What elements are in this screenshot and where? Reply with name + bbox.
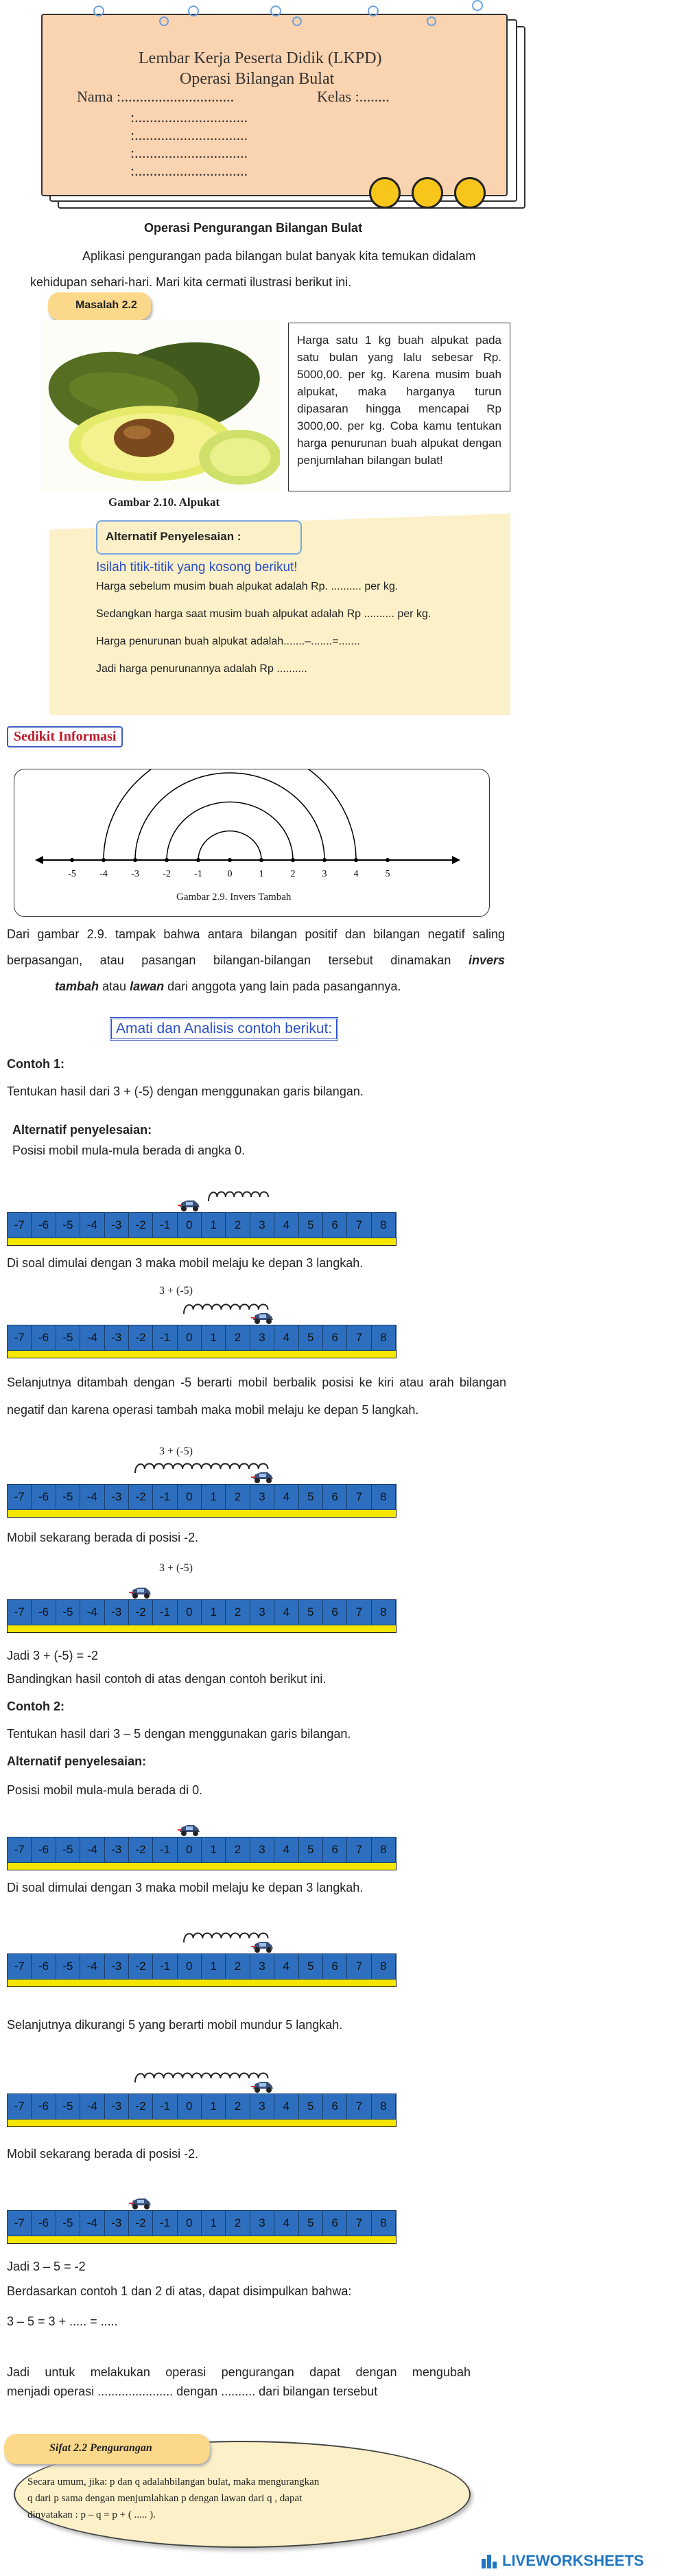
tick-label: 2 (290, 869, 296, 879)
ring-icon (368, 5, 379, 16)
number-cell: -2 (129, 1600, 153, 1625)
masalah-badge (48, 292, 151, 320)
number-cell: 0 (178, 1213, 202, 1238)
number-cell: 0 (178, 2211, 202, 2236)
contoh1-step2: Di soal dimulai dengan 3 maka mobil melaju ke depan 3 langkah. (7, 1256, 364, 1270)
number-cell: 5 (299, 2211, 323, 2236)
number-cell: 2 (226, 1325, 250, 1350)
loop-arrow-icon (134, 1461, 270, 1476)
number-cell: 2 (226, 1213, 250, 1238)
number-cell: -3 (105, 1837, 129, 1862)
number-cell: 2 (226, 2211, 250, 2236)
number-cell: 3 (250, 1325, 274, 1350)
amati-title-box (110, 1017, 338, 1041)
sedikit-informasi-badge (7, 726, 123, 747)
tick-dot (291, 858, 295, 862)
car-icon (129, 1584, 152, 1599)
avocado-image (41, 320, 280, 491)
kelas-field: Kelas :........ (317, 88, 390, 105)
ring-icon (159, 16, 169, 26)
section-title: Operasi Pengurangan Bilangan Bulat (144, 221, 363, 235)
number-cell: -6 (32, 2211, 56, 2236)
number-cell: 1 (202, 1485, 226, 1509)
number-cell: -6 (32, 1954, 56, 1979)
number-cell: -1 (153, 1954, 177, 1979)
number-cell: -1 (153, 1485, 177, 1509)
tick-label: 3 (322, 869, 327, 879)
ring-icon (93, 5, 104, 16)
number-cell: -5 (56, 1954, 80, 1979)
tick-label: -1 (194, 869, 202, 879)
number-cell: 5 (299, 1837, 323, 1862)
info-invers: invers (468, 953, 505, 967)
sifat-text-1: Secara umum, jika: p dan q adalahbilangan bulat, maka mengurangkan (27, 2476, 320, 2487)
number-strip (7, 1599, 397, 1632)
number-strip (7, 1953, 397, 1986)
inverse-arc (135, 773, 324, 860)
number-strip (7, 1837, 397, 1870)
tick-label: 1 (259, 869, 264, 879)
number-cell: -6 (32, 2094, 56, 2119)
header-line-2: :.............................. (130, 126, 248, 143)
number-cell: -2 (129, 1325, 153, 1350)
car-icon (178, 1197, 201, 1212)
ring-icon (270, 5, 281, 16)
conclusion-intro: Berdasarkan contoh 1 dan 2 di atas, dapat disimpulkan bahwa: (7, 2284, 352, 2298)
number-cell: -3 (105, 2094, 129, 2119)
tick-dot (70, 858, 74, 862)
info-lawan: lawan (130, 979, 165, 993)
number-cell: 7 (347, 1600, 371, 1625)
number-cell: 8 (372, 2211, 396, 2236)
number-cell: 0 (178, 1954, 202, 1979)
contoh1-step4: Mobil sekarang berada di posisi -2. (7, 1531, 199, 1544)
number-cell: 2 (226, 1485, 250, 1509)
number-cell: -5 (56, 2094, 80, 2119)
number-cell: 3 (250, 1954, 274, 1979)
problem-box (288, 323, 510, 491)
number-cell: 6 (323, 1954, 347, 1979)
number-cell: 6 (323, 1837, 347, 1862)
number-cell: -5 (56, 1213, 80, 1238)
sedikit-informasi-label: Sedikit Informasi (14, 729, 117, 744)
contoh1-expr-3: 3 + (-5) (159, 1562, 193, 1574)
number-cell: 0 (178, 1485, 202, 1509)
number-cell: -4 (80, 1837, 104, 1862)
number-cell: 3 (250, 1213, 274, 1238)
binder-ring-icon (412, 177, 443, 209)
number-cell: -1 (153, 1213, 177, 1238)
strip-cells (7, 1212, 397, 1238)
fill-line-2[interactable]: Sedangkan harga saat musim buah alpukat adalah Rp .......... per kg. (96, 608, 431, 620)
number-cell: -7 (8, 1213, 32, 1238)
number-cell: 1 (202, 1600, 226, 1625)
number-cell: 6 (323, 2211, 347, 2236)
number-cell: -4 (80, 2211, 104, 2236)
tick-dot (196, 858, 200, 862)
nama-field: Nama :.............................. (77, 88, 235, 105)
number-cell: 2 (226, 1600, 250, 1625)
number-cell: 5 (299, 1325, 323, 1350)
alternatif-label: Alternatif Penyelesaian : (106, 530, 241, 543)
number-cell: 0 (178, 1600, 202, 1625)
strip-cells (7, 2210, 397, 2236)
tick-label: -3 (131, 869, 139, 879)
number-cell: -1 (153, 2094, 177, 2119)
figure-caption: Gambar 2.10. Alpukat (108, 496, 220, 509)
binder-ring-icon (454, 177, 486, 209)
info-text-4: dari anggota yang lain pada pasangannya. (164, 979, 401, 993)
number-cell: 6 (323, 1600, 347, 1625)
number-cell: 2 (226, 1837, 250, 1862)
number-cell: 7 (347, 2211, 371, 2236)
number-cell: -2 (129, 1213, 153, 1238)
number-cell: 8 (372, 1837, 396, 1862)
watermark-text: LIVEWORKSHEETS (502, 2552, 644, 2569)
fill-instruction: Isilah titik-titik yang kosong berikut! (96, 560, 298, 575)
info-text-3: atau (99, 979, 130, 993)
number-cell: 4 (274, 1213, 298, 1238)
ring-icon (427, 16, 436, 26)
contoh1-expr-2: 3 + (-5) (159, 1446, 193, 1457)
number-cell: -4 (80, 1600, 104, 1625)
fill-line-3[interactable]: Harga penurunan buah alpukat adalah.......–.......=....... (96, 636, 360, 647)
contoh2-step3: Selanjutnya dikurangi 5 yang berarti mobil mundur 5 langkah. (7, 2018, 343, 2032)
number-cell: 0 (178, 1325, 202, 1350)
contoh2-step2: Di soal dimulai dengan 3 maka mobil melaju ke depan 3 langkah. (7, 1881, 364, 1894)
number-cell: -1 (153, 1325, 177, 1350)
contoh1-alt-label: Alternatif penyelesaian: (12, 1123, 152, 1137)
number-cell: -2 (129, 2094, 153, 2119)
number-cell: -7 (8, 1325, 32, 1350)
contoh1-compare: Bandingkan hasil contoh di atas dengan contoh berikut ini. (7, 1672, 327, 1686)
number-cell: -2 (129, 2211, 153, 2236)
ring-icon (188, 5, 199, 16)
number-cell: -5 (56, 1837, 80, 1862)
number-cell: 6 (323, 1485, 347, 1509)
tick-dot (133, 858, 137, 862)
inverse-arc (198, 831, 261, 860)
strip-cells (7, 1953, 397, 1980)
header-card (41, 14, 508, 196)
amati-title: Amati dan Analisis contoh berikut: (116, 1021, 333, 1036)
number-strip (7, 1484, 397, 1517)
number-cell: 5 (299, 1600, 323, 1625)
tick-dot (102, 858, 106, 862)
number-cell: 1 (202, 1325, 226, 1350)
number-cell: -3 (105, 1213, 129, 1238)
number-strip (7, 2210, 397, 2243)
number-strip (7, 2093, 397, 2126)
conclusion-sentence-1: Jadi untuk melakukan operasi pengurangan dapat dengan mengubah (7, 2365, 471, 2379)
number-cell: 1 (202, 2211, 226, 2236)
inverse-figure-caption: Gambar 2.9. Invers Tambah (176, 892, 292, 903)
contoh2-step1: Posisi mobil mula-mula berada di 0. (7, 1783, 203, 1797)
tick-label: -5 (68, 869, 76, 879)
number-strip (7, 1325, 397, 1358)
number-cell: -1 (153, 1837, 177, 1862)
number-cell: 3 (250, 2094, 274, 2119)
car-icon (251, 2078, 274, 2093)
number-cell: 4 (274, 1325, 298, 1350)
car-icon (129, 2195, 152, 2210)
number-cell: 5 (299, 1213, 323, 1238)
tick-dot (165, 858, 169, 862)
contoh2-result: Jadi 3 – 5 = -2 (7, 2260, 86, 2273)
number-cell: -3 (105, 1325, 129, 1350)
number-cell: 1 (202, 1213, 226, 1238)
number-cell: 8 (372, 1485, 396, 1509)
tick-dot (322, 858, 327, 862)
number-cell: -6 (32, 1325, 56, 1350)
number-cell: 6 (323, 1213, 347, 1238)
number-cell: -5 (56, 1600, 80, 1625)
number-cell: -7 (8, 1485, 32, 1509)
contoh1-expr-1: 3 + (-5) (159, 1285, 193, 1297)
contoh2-alt-label: Alternatif penyelesaian: (7, 1754, 147, 1768)
fill-line-1[interactable]: Harga sebelum musim buah alpukat adalah Rp. .......... per kg. (96, 581, 399, 592)
number-cell: 8 (372, 1325, 396, 1350)
binder-ring-icon (369, 177, 401, 209)
tick-dot (354, 858, 358, 862)
alternatif-badge (96, 520, 302, 555)
ring-icon (472, 0, 483, 11)
sifat-badge (4, 2434, 210, 2464)
header-line-3: :.............................. (130, 144, 248, 161)
number-cell: 0 (178, 2094, 202, 2119)
number-cell: -3 (105, 1600, 129, 1625)
number-cell: 5 (299, 2094, 323, 2119)
number-cell: 7 (347, 2094, 371, 2119)
number-cell: 4 (274, 2094, 298, 2119)
number-cell: 8 (372, 1213, 396, 1238)
number-cell: -2 (129, 1485, 153, 1509)
number-cell: 1 (202, 1954, 226, 1979)
problem-text: Harga satu 1 kg buah alpukat pada satu bulan yang lalu sebesar Rp. 5000,00. per kg. Karena musim buah alpukat, maka harganya turun dipasaran hingga mencapai Rp 3000,00. per kg. Coba kamu tentukan harga penurunan buah alpukat dengan penjumlahan bilangan bulat! (297, 334, 501, 467)
number-cell: 1 (202, 1837, 226, 1862)
number-cell: -7 (8, 1837, 32, 1862)
car-icon (251, 1938, 274, 1953)
inverse-arc (104, 769, 356, 860)
contoh2-label: Contoh 2: (7, 1699, 64, 1713)
strip-cells (7, 1599, 397, 1625)
conclusion-sentence-2[interactable]: menjadi operasi ...................... dengan .......... dari bilangan tersebut (7, 2384, 378, 2398)
number-cell: -4 (80, 1213, 104, 1238)
contoh1-question: Tentukan hasil dari 3 + (-5) dengan menggunakan garis bilangan. (7, 1084, 364, 1098)
number-cell: 4 (274, 1837, 298, 1862)
sifat-label: Sifat 2.2 Pengurangan (49, 2442, 152, 2454)
number-cell: 2 (226, 2094, 250, 2119)
strip-cells (7, 1837, 397, 1863)
strip-cells (7, 2093, 397, 2120)
header-line-1: :.............................. (130, 108, 248, 126)
number-cell: 8 (372, 1600, 396, 1625)
tick-dot (386, 858, 390, 862)
number-cell: 6 (323, 1325, 347, 1350)
number-cell: -7 (8, 1954, 32, 1979)
contoh1-label: Contoh 1: (7, 1057, 64, 1071)
fill-line-4[interactable]: Jadi harga penurunannya adalah Rp .......... (96, 663, 307, 675)
number-cell: -7 (8, 2211, 32, 2236)
number-cell: -2 (129, 1954, 153, 1979)
number-cell: -5 (56, 2211, 80, 2236)
number-cell: -7 (8, 1600, 32, 1625)
tick-label: 0 (227, 869, 233, 879)
tick-label: 4 (353, 869, 359, 879)
header-title-2: Operasi Bilangan Bulat (180, 70, 335, 88)
contoh1-result: Jadi 3 + (-5) = -2 (7, 1649, 99, 1662)
number-cell: 5 (299, 1485, 323, 1509)
number-cell: 0 (178, 1837, 202, 1862)
tick-label: -4 (99, 869, 108, 879)
strip-cells (7, 1484, 397, 1510)
number-cell: -5 (56, 1325, 80, 1350)
number-cell: 7 (347, 1485, 371, 1509)
contoh2-question: Tentukan hasil dari 3 – 5 dengan menggunakan garis bilangan. (7, 1727, 351, 1741)
intro-text: Aplikasi pengurangan pada bilangan bulat banyak kita temukan didalam kehidupan sehari-hari. Mari kita cermati ilustrasi berikut ini. (30, 249, 476, 289)
info-tambah: tambah (55, 979, 99, 993)
number-cell: 3 (250, 1485, 274, 1509)
number-cell: -4 (80, 2094, 104, 2119)
sifat-text-2: q dari p sama dengan menjumlahkan p dengan lawan dari q , dapat (27, 2493, 303, 2504)
liveworksheets-logo (480, 2552, 644, 2570)
loop-arrow-icon (134, 2070, 270, 2085)
tick-dot (228, 858, 232, 862)
header-title-1: Lembar Kerja Peserta Didik (LKPD) (139, 49, 382, 67)
number-cell: 3 (250, 1600, 274, 1625)
number-cell: 3 (250, 1837, 274, 1862)
number-cell: 6 (323, 2094, 347, 2119)
number-cell: 8 (372, 2094, 396, 2119)
contoh1-step1: Posisi mobil mula-mula berada di angka 0. (12, 1144, 246, 1157)
masalah-label: Masalah 2.2 (75, 299, 137, 311)
sifat-text-3[interactable]: dinyatakan : p – q = p + ( ..... ). (27, 2509, 156, 2520)
number-cell: -4 (80, 1485, 104, 1509)
number-cell: 7 (347, 1837, 371, 1862)
number-cell: -7 (8, 2094, 32, 2119)
tick-label: 5 (385, 869, 390, 879)
number-cell: -4 (80, 1954, 104, 1979)
number-cell: -5 (56, 1485, 80, 1509)
number-cell: -3 (105, 1954, 129, 1979)
conclusion-formula[interactable]: 3 – 5 = 3 + ..... = ..... (7, 2314, 118, 2328)
intro-paragraph (30, 243, 534, 295)
info-paragraph (7, 921, 505, 999)
number-cell: 1 (202, 2094, 226, 2119)
strip-cells (7, 1325, 397, 1351)
number-cell: -3 (105, 2211, 129, 2236)
tick-label: -2 (163, 869, 171, 879)
number-cell: 8 (372, 1954, 396, 1979)
number-cell: -6 (32, 1837, 56, 1862)
number-cell: -2 (129, 1837, 153, 1862)
car-icon (178, 1822, 201, 1837)
number-cell: 7 (347, 1213, 371, 1238)
ring-icon (292, 16, 302, 26)
number-cell: 5 (299, 1954, 323, 1979)
info-text-1: Dari gambar 2.9. tampak bahwa antara bilangan positif dan bilangan negatif saling berpasangan, atau pasangan bilangan-bilangan tersebut dinamakan (7, 927, 505, 967)
header-line-4: :.............................. (130, 162, 248, 179)
number-cell: -1 (153, 2211, 177, 2236)
number-cell: -3 (105, 1485, 129, 1509)
number-cell: 4 (274, 2211, 298, 2236)
contoh1-step3: Selanjutnya ditambah dengan -5 berarti mobil berbalik posisi ke kiri atau arah bilangan negatif dan karena operasi tambah maka mobil melaju ke depan 5 langkah. (7, 1376, 506, 1417)
number-cell: 3 (250, 2211, 274, 2236)
contoh2-step4: Mobil sekarang berada di posisi -2. (7, 2147, 199, 2161)
number-cell: 2 (226, 1954, 250, 1979)
number-cell: 7 (347, 1325, 371, 1350)
number-cell: 4 (274, 1954, 298, 1979)
number-cell: -1 (153, 1600, 177, 1625)
number-cell: -4 (80, 1325, 104, 1350)
tick-dot (259, 858, 263, 862)
number-cell: -6 (32, 1213, 56, 1238)
car-icon (251, 1310, 274, 1325)
number-strip (7, 1212, 397, 1245)
number-cell: 7 (347, 1954, 371, 1979)
number-cell: 4 (274, 1485, 298, 1509)
loop-arrow-icon (207, 1189, 270, 1204)
car-icon (251, 1469, 274, 1484)
inverse-figure-box (14, 769, 490, 917)
number-cell: 4 (274, 1600, 298, 1625)
number-cell: -6 (32, 1600, 56, 1625)
number-cell: -6 (32, 1485, 56, 1509)
liveworksheets-logo-icon (480, 2552, 498, 2570)
